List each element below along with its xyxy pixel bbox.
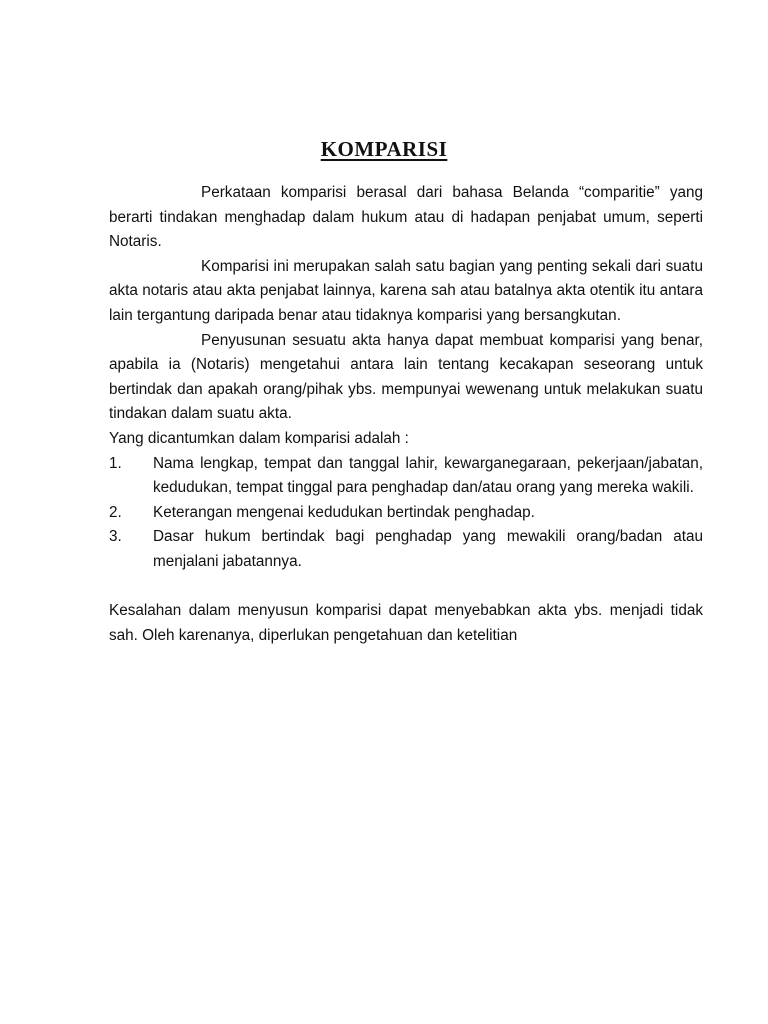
paragraph-closing: Kesalahan dalam menyusun komparisi dapat menyebabkan akta ybs. menjadi tidak sah. Oleh karenanya, diperlukan pengetahuan dan ketelitian <box>109 602 703 644</box>
paragraph-drafting: Penyusunan sesuatu akta hanya dapat membuat komparisi yang benar, apabila ia (Notaris) mengetahui antara lain tentang kecakapan seseorang untuk bertindak dan apakah orang/pihak ybs. mempunyai wewenang untuk melakukan suatu tindakan dalam suatu akta. <box>109 331 703 423</box>
paragraph-definition: Perkataan komparisi berasal dari bahasa Belanda “comparitie” yang berarti tindakan menghadap dalam hukum atau di hadapan penjabat umum, seperti Notaris. <box>109 184 703 251</box>
list-item-number: 1. <box>109 454 122 472</box>
list-item-number: 2. <box>109 503 122 521</box>
paragraph-spacer <box>109 575 703 600</box>
list-item <box>109 501 703 526</box>
list-item-number: 3. <box>109 528 122 546</box>
list-item <box>109 452 703 501</box>
list-item-text: Keterangan mengenai kedudukan bertindak penghadap. <box>153 503 535 521</box>
list-item-text: Nama lengkap, tempat dan tanggal lahir, kewarganegaraan, pekerjaan/jabatan, kedudukan, tempat tinggal para penghadap dan/atau orang yang mereka wakili. <box>153 454 703 497</box>
komparisi-list <box>109 452 703 575</box>
title-text: KOMPARISI <box>320 137 448 161</box>
document-body <box>109 181 703 648</box>
paragraph-importance: Komparisi ini merupakan salah satu bagian yang penting sekali dari suatu akta notaris atau akta penjabat lainnya, karena sah atau batalnya akta otentik itu antara lain tergantung daripada benar atau tidaknya komparisi yang bersangkutan. <box>109 257 703 324</box>
page-title <box>0 137 768 162</box>
list-item-text: Dasar hukum bertindak bagi penghadap yang mewakili orang/badan atau menjalani jabatannya. <box>153 528 703 570</box>
list-intro: Yang dicantumkan dalam komparisi adalah : <box>109 429 409 447</box>
list-item <box>109 525 703 574</box>
